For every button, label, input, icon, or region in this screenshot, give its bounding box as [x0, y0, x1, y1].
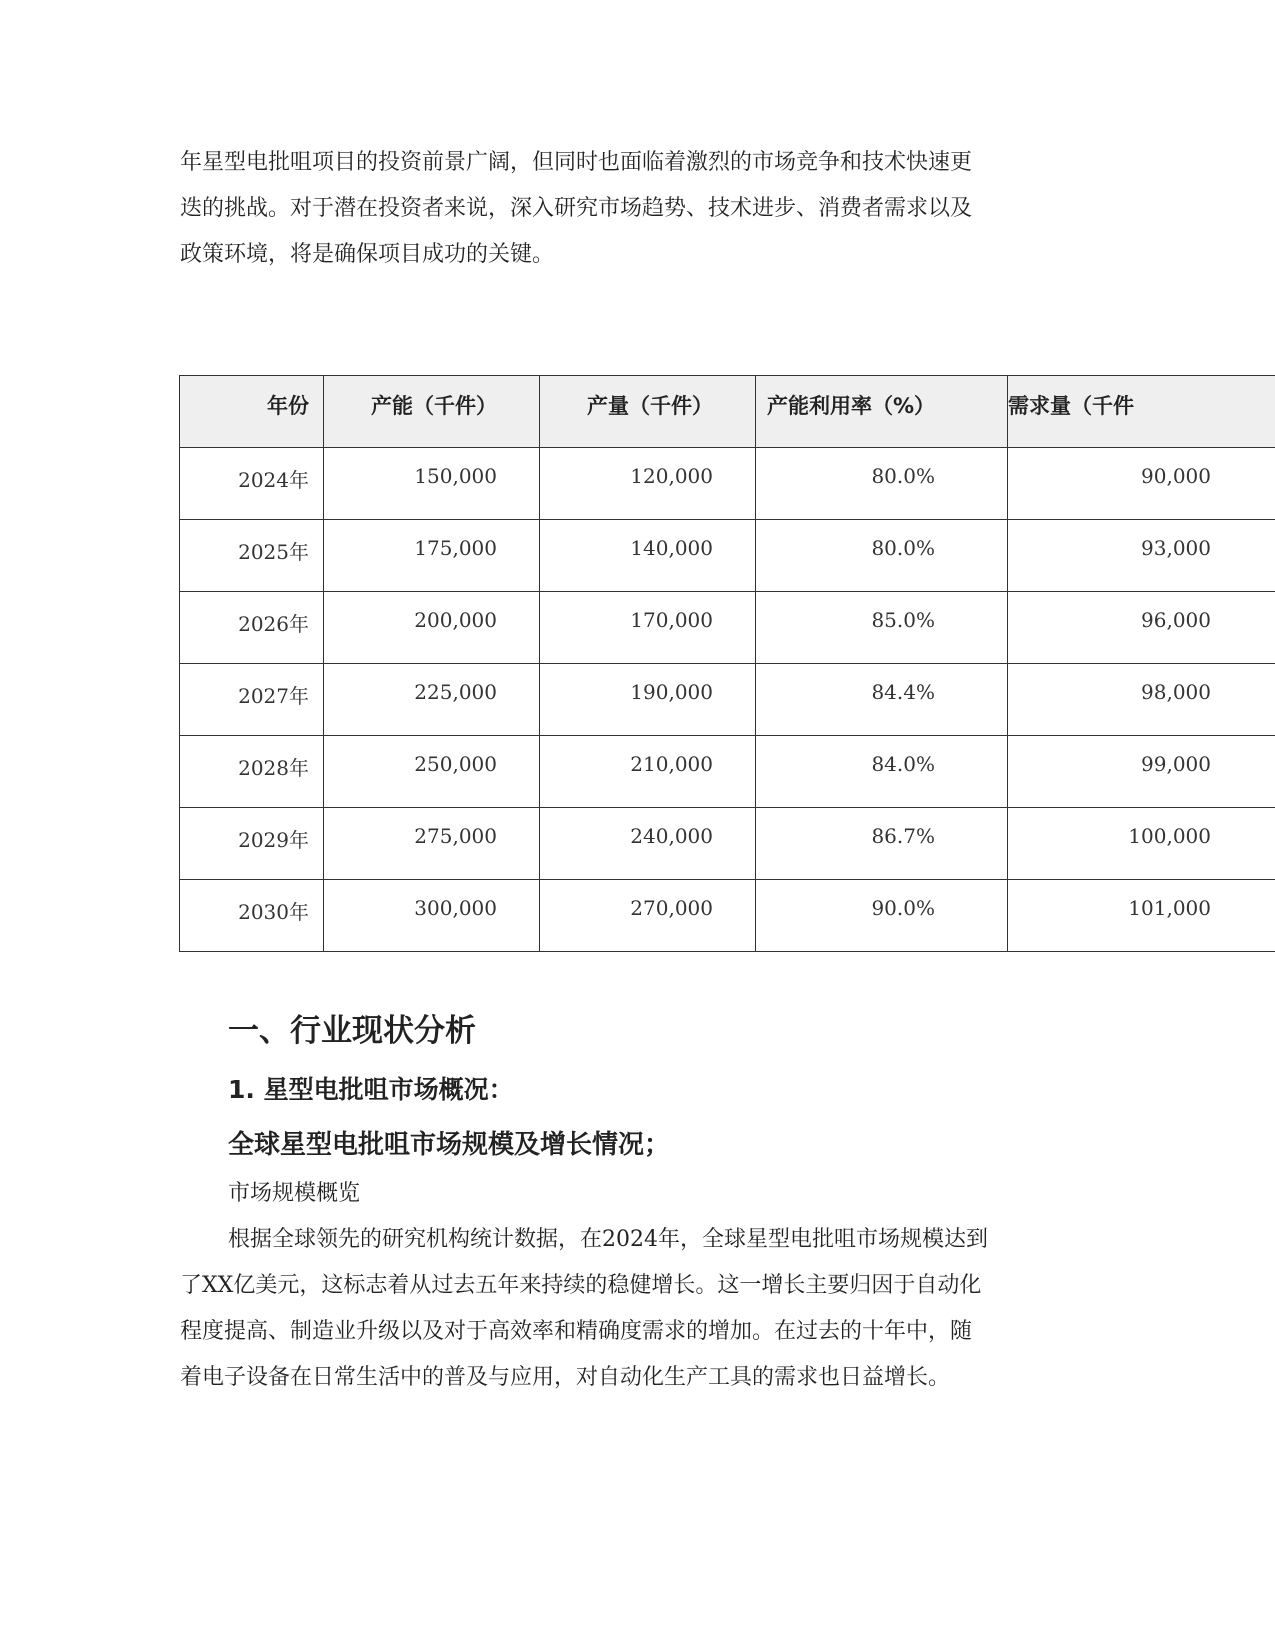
- cell-year: 2030年: [180, 880, 324, 952]
- cell-capacity: 150,000: [324, 448, 540, 520]
- topic-heading: 全球星型电批咀市场规模及增长情况；: [228, 1130, 671, 1160]
- cell-demand: 101,000: [1008, 880, 1275, 952]
- table-row: [180, 592, 1275, 664]
- cell-capacity: 300,000: [324, 880, 540, 952]
- cell-year: 2025年: [180, 520, 324, 592]
- sub-label: 市场规模概览: [228, 1181, 361, 1206]
- cell-utilization: 84.4%: [756, 664, 1008, 736]
- subsection-heading: 1. 星型电批咀市场概况：: [228, 1075, 514, 1104]
- cell-year: 2029年: [180, 808, 324, 880]
- body-paragraph: [180, 1217, 1040, 1401]
- body-line: 程度提高、制造业升级以及对于高效率和精确度需求的增加。在过去的十年中，随: [180, 1319, 973, 1344]
- header-utilization: 产能利用率（%）: [756, 376, 1008, 448]
- table-row: [180, 664, 1275, 736]
- cell-capacity: 200,000: [324, 592, 540, 664]
- section-heading: 一、行业现状分析: [228, 1013, 476, 1049]
- cell-demand: 99,000: [1008, 736, 1275, 808]
- body-line: 了XX亿美元，这标志着从过去五年来持续的稳健增长。这一增长主要归因于自动化: [180, 1273, 982, 1298]
- body-line: 着电子设备在日常生活中的普及与应用，对自动化生产工具的需求也日益增长。: [180, 1365, 951, 1390]
- table-row: [180, 520, 1275, 592]
- cell-output: 270,000: [540, 880, 756, 952]
- table-row: [180, 736, 1275, 808]
- cell-capacity: 275,000: [324, 808, 540, 880]
- cell-output: 210,000: [540, 736, 756, 808]
- header-capacity: 产能（千件）: [324, 376, 540, 448]
- cell-demand: 96,000: [1008, 592, 1275, 664]
- intro-line: 年星型电批咀项目的投资前景广阔，但同时也面临着激烈的市场竞争和技术快速更: [180, 150, 973, 175]
- cell-capacity: 175,000: [324, 520, 540, 592]
- intro-line: 迭的挑战。对于潜在投资者来说，深入研究市场趋势、技术进步、消费者需求以及: [180, 196, 973, 221]
- cell-output: 120,000: [540, 448, 756, 520]
- table-header-row: [180, 376, 1275, 448]
- header-demand: 需求量（千件: [1008, 376, 1275, 448]
- cell-output: 240,000: [540, 808, 756, 880]
- header-year: 年份: [180, 376, 324, 448]
- cell-output: 140,000: [540, 520, 756, 592]
- cell-year: 2026年: [180, 592, 324, 664]
- cell-utilization: 85.0%: [756, 592, 1008, 664]
- cell-utilization: 80.0%: [756, 448, 1008, 520]
- cell-year: 2028年: [180, 736, 324, 808]
- cell-demand: 100,000: [1008, 808, 1275, 880]
- cell-year: 2024年: [180, 448, 324, 520]
- intro-line: 政策环境，将是确保项目成功的关键。: [180, 242, 555, 267]
- cell-output: 170,000: [540, 592, 756, 664]
- header-output: 产量（千件）: [540, 376, 756, 448]
- cell-utilization: 90.0%: [756, 880, 1008, 952]
- table-row: [180, 448, 1275, 520]
- intro-paragraph: [180, 140, 1040, 278]
- cell-capacity: 225,000: [324, 664, 540, 736]
- capacity-table: [179, 375, 1275, 952]
- table-row: [180, 808, 1275, 880]
- cell-demand: 90,000: [1008, 448, 1275, 520]
- cell-utilization: 86.7%: [756, 808, 1008, 880]
- body-line: 根据全球领先的研究机构统计数据，在2024年，全球星型电批咀市场规模达到: [228, 1227, 988, 1252]
- table-row: [180, 880, 1275, 952]
- cell-capacity: 250,000: [324, 736, 540, 808]
- cell-demand: 98,000: [1008, 664, 1275, 736]
- cell-output: 190,000: [540, 664, 756, 736]
- cell-year: 2027年: [180, 664, 324, 736]
- cell-utilization: 80.0%: [756, 520, 1008, 592]
- cell-utilization: 84.0%: [756, 736, 1008, 808]
- cell-demand: 93,000: [1008, 520, 1275, 592]
